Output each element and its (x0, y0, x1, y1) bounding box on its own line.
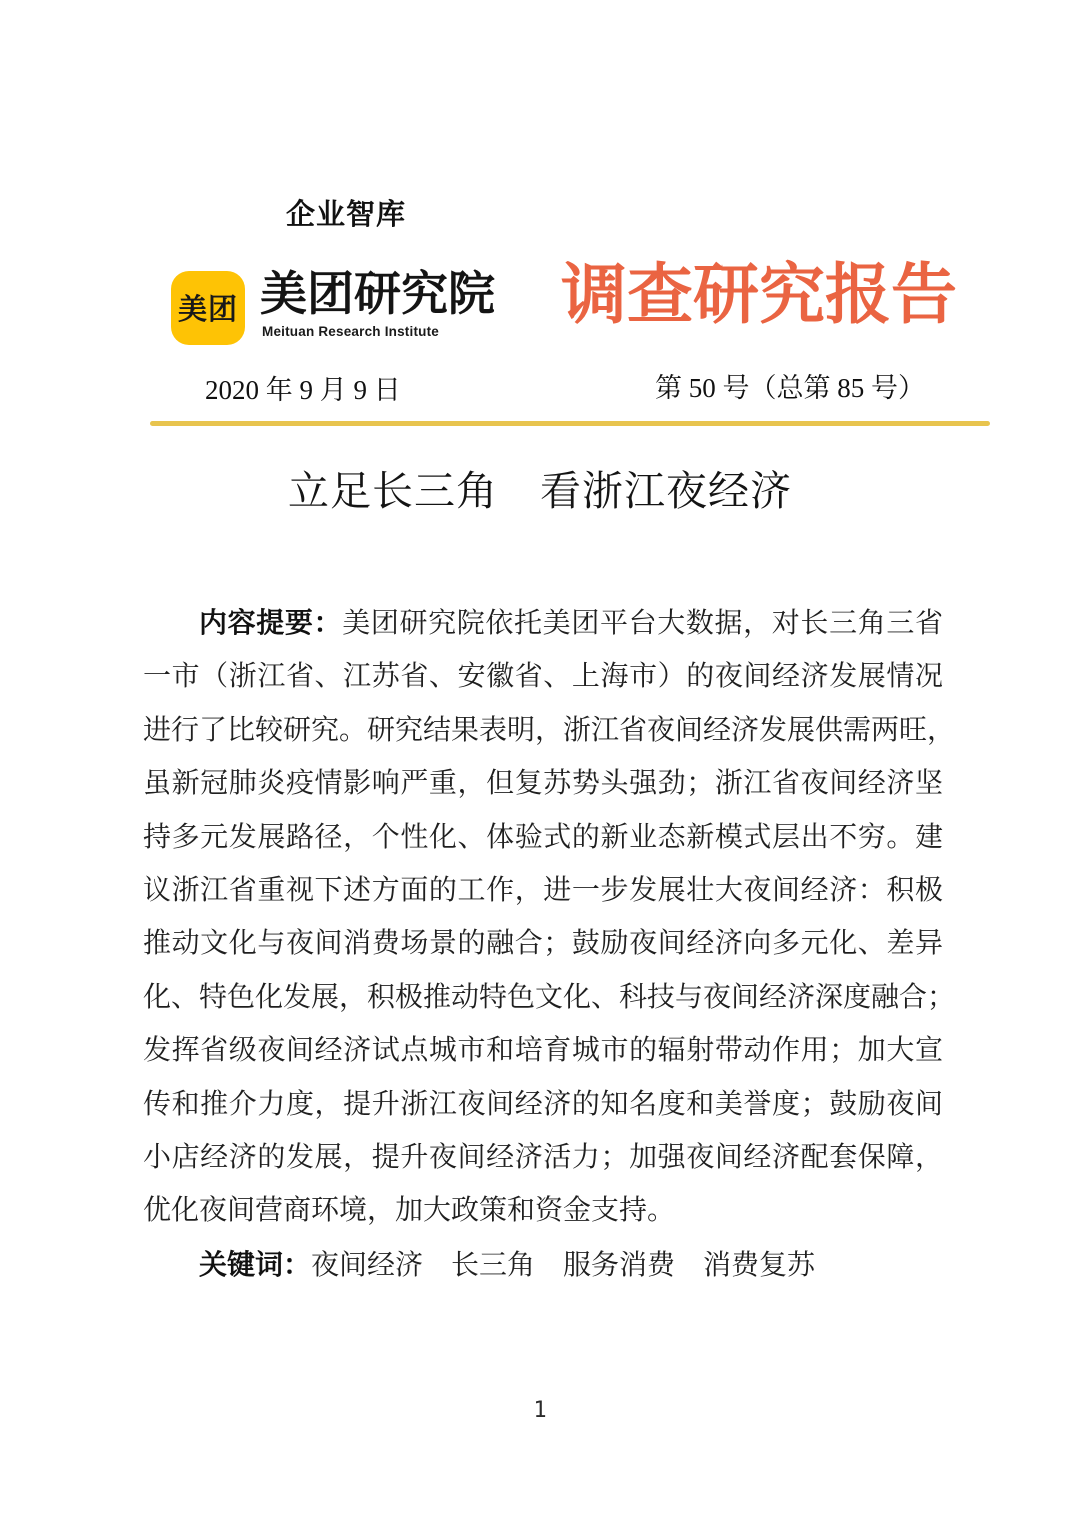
abstract-line-6: 议浙江省重视下述方面的工作，进一步发展壮大夜间经济：积极 (143, 875, 943, 907)
report-date: 2020 年 9 月 9 日 (205, 375, 401, 405)
keywords-label: 关键词： (199, 1248, 312, 1280)
issue-number: 第 50 号（总第 85 号） (655, 373, 925, 403)
keywords-text: 夜间经济 长三角 服务消费 消费复苏 (311, 1249, 816, 1281)
meituan-logo-text: 美团 (177, 293, 238, 326)
org-tagline: 企业智库 (286, 199, 407, 231)
abstract-line-3: 进行了比较研究。研究结果表明，浙江省夜间经济发展供需两旺， (143, 714, 956, 746)
report-type-title: 调查研究报告 (561, 257, 957, 331)
abstract-line-10: 传和推介力度，提升浙江夜间经济的知名度和美誉度；鼓励夜间 (143, 1088, 943, 1120)
abstract-line-1-text: 美团研究院依托美团平台大数据，对长三角三省 (342, 608, 943, 639)
abstract-line-1 (143, 596, 943, 650)
abstract-line-12: 优化夜间营商环境，加大政策和资金支持。 (143, 1195, 676, 1227)
abstract-line-5: 持多元发展路径，个性化、体验式的新业态新模式层出不穷。建 (143, 821, 943, 853)
keywords-line (143, 1238, 943, 1292)
abstract-line-2: 一市（浙江省、江苏省、安徽省、上海市）的夜间经济发展情况 (143, 661, 943, 693)
institute-name-cn: 美团研究院 (260, 267, 495, 320)
abstract-line-4: 虽新冠肺炎疫情影响严重，但复苏势头强劲；浙江省夜间经济坚 (143, 768, 943, 800)
page-number: 1 (533, 1398, 547, 1423)
report-title: 立足长三角 看浙江夜经济 (288, 468, 792, 514)
meituan-logo (171, 271, 245, 345)
abstract (143, 596, 956, 1292)
gold-divider (150, 421, 990, 426)
abstract-line-8: 化、特色化发展，积极推动特色文化、科技与夜间经济深度融合； (143, 981, 956, 1013)
abstract-line-7: 推动文化与夜间消费场景的融合；鼓励夜间经济向多元化、差异 (143, 928, 943, 960)
institute-name-en: Meituan Research Institute (262, 324, 439, 339)
abstract-line-11: 小店经济的发展，提升夜间经济活力；加强夜间经济配套保障， (143, 1142, 943, 1174)
abstract-line-9: 发挥省级夜间经济试点城市和培育城市的辐射带动作用；加大宣 (143, 1035, 943, 1067)
abstract-label: 内容提要： (199, 607, 343, 638)
